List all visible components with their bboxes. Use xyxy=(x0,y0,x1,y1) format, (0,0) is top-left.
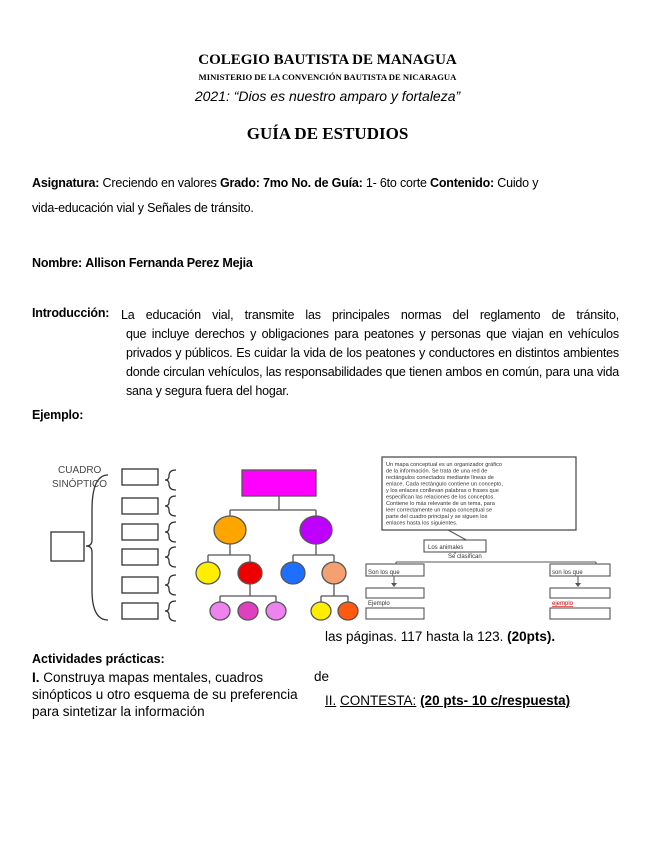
concept-right-example: ejemplo xyxy=(552,601,574,607)
example-diagrams xyxy=(30,440,630,630)
tree-node-yellow xyxy=(196,562,220,584)
tree-node-purple xyxy=(300,516,332,544)
activity-one xyxy=(32,669,312,720)
activity-two xyxy=(325,693,570,708)
concept-text-line: especifican las relaciones de los conceptos. xyxy=(386,494,495,501)
pages-text: las páginas. 117 hasta la 123. xyxy=(325,629,504,644)
tree-node-orange xyxy=(214,516,246,544)
activity-one-number: I. xyxy=(32,670,40,685)
concept-map-image xyxy=(366,457,610,619)
content-value-a: Cuido y xyxy=(497,176,539,190)
tree-node-salmon xyxy=(322,562,346,584)
content-value-b: vida-educación vial y Señales de tránsito. xyxy=(32,201,254,215)
subject-line xyxy=(32,176,632,190)
tree-node-blue xyxy=(281,562,305,584)
tree-leaf-orange-red xyxy=(338,602,358,620)
name-line xyxy=(32,256,253,270)
concept-text-line: enlaces hasta los siguientes. xyxy=(386,520,458,527)
activity-two-number: II. xyxy=(325,693,337,708)
tree-leaf-pink-dark xyxy=(238,602,258,620)
tree-root-box xyxy=(242,470,316,496)
example-label: Ejemplo: xyxy=(32,408,84,422)
concept-text-line: Contiene lo más relevante de un tema, para xyxy=(386,501,495,507)
intro-first-line: La educación vial, transmite las principales normas del reglamento de tránsito, xyxy=(121,308,619,322)
activity-one-de: de xyxy=(314,669,330,684)
activity-two-points: (20 pts- 10 c/respuesta) xyxy=(420,693,571,708)
intro-label: Introducción: xyxy=(32,306,110,320)
synoptic-chart-image xyxy=(30,450,180,625)
synoptic-label-2: SINÓPTICO xyxy=(52,479,108,490)
concept-left-example-box xyxy=(366,608,424,619)
activity-two-text: CONTESTA: xyxy=(340,693,417,708)
concept-text-line: enlace. Cada rectángulo contiene un concepto, xyxy=(386,481,503,488)
concept-left-text: Son los que xyxy=(368,570,400,576)
motto: 2021: “Dios es nuestro amparo y fortaleza” xyxy=(194,88,461,104)
concept-left-sub-box xyxy=(366,588,424,598)
concept-text-line: Un mapa conceptual es un organizador gráfico xyxy=(386,462,502,468)
concept-text-line: parte del cuadro principal y se siguen los xyxy=(386,514,488,520)
concept-text-line: de la información. Se trata de una red de xyxy=(386,468,488,475)
color-tree-image xyxy=(196,470,358,620)
page-title: GUÍA DE ESTUDIOS xyxy=(246,124,409,143)
tree-leaf-yellow xyxy=(311,602,331,620)
concept-text-line: rectángulos conectados mediante líneas de xyxy=(386,475,494,481)
concept-arrowhead xyxy=(575,583,581,587)
tree-leaf-pink xyxy=(266,602,286,620)
concept-link-text: Se clasifican xyxy=(448,554,482,560)
pages-points: (20pts). xyxy=(507,629,556,644)
concept-root-text: Los animales xyxy=(428,545,464,551)
concept-text-line: y los enlaces conllevan palabras o frases que xyxy=(386,488,499,494)
school-name: COLEGIO BAUTISTA DE MANAGUA xyxy=(198,52,457,68)
concept-arrowhead xyxy=(391,583,397,587)
concept-text-line: leer correctamente un mapa conceptual se xyxy=(386,507,493,514)
activities-label: Actividades prácticas: xyxy=(32,652,165,666)
grade-label: Grado: xyxy=(219,176,260,190)
concept-right-sub-box xyxy=(550,588,610,598)
tree-node-red xyxy=(238,562,262,584)
grade-value: 7mo xyxy=(263,176,289,190)
activity-one-text: Construya mapas mentales, cuadros sinópticos u otro esquema de su preferencia para sintetizar la información xyxy=(32,670,298,719)
synoptic-label-1: CUADRO xyxy=(58,465,102,476)
concept-right-text: son los que xyxy=(552,570,583,576)
name-label: Nombre: xyxy=(32,256,82,270)
pages-line xyxy=(325,629,555,644)
guide-value: 1- 6to corte xyxy=(365,176,427,190)
subject-label: Asignatura: xyxy=(32,176,100,190)
content-line xyxy=(32,201,254,215)
student-name: Allison Fernanda Perez Mejia xyxy=(85,256,253,270)
concept-right-example-box xyxy=(550,608,610,619)
intro-paragraph: que incluye derechos y obligaciones para peatones y personas que viajan en vehículos privados y públicos. Es cuidar la vida de los peatones y conductores en distintos ambientes donde circulan vehículos, las responsabilidades que tienen ambos en común, para una vida sana y segura fuera del hogar. xyxy=(126,327,619,398)
content-label: Contenido: xyxy=(430,176,494,190)
concept-left-example: Ejemplo xyxy=(368,601,390,607)
subject-value: Creciendo en valores xyxy=(102,176,217,190)
guide-label: No. de Guía: xyxy=(291,176,363,190)
tree-leaf-pink xyxy=(210,602,230,620)
ministry-name: MINISTERIO DE LA CONVENCIÓN BAUTISTA DE NICARAGUA xyxy=(198,72,457,82)
